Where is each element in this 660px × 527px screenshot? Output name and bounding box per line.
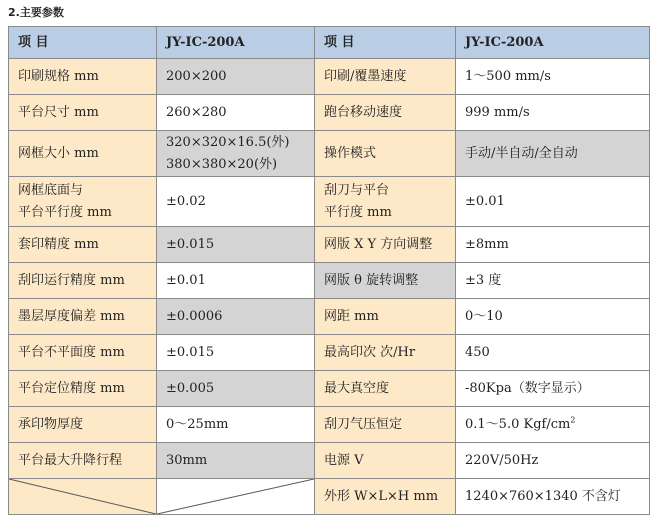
table-row [9,263,650,299]
param-name: 跑台移动速度 [315,95,456,131]
param-value: 260×280 [157,95,315,131]
table-row [9,479,650,515]
table-row [9,59,650,95]
param-value: 0～10 [456,299,650,335]
param-name-line: 平台平行度 mm [18,204,112,220]
param-value: ±0.015 [157,335,315,371]
param-value: ±0.0006 [157,299,315,335]
param-name-line: 网框底面与 [18,182,84,198]
param-value: 1～500 mm/s [456,59,650,95]
param-name: 套印精度 mm [9,227,157,263]
header-item-right: 项 目 [315,27,456,59]
param-name: 墨层厚度偏差 mm [9,299,157,335]
param-value [456,407,650,443]
section-title: 2.主要参数 [8,6,64,19]
param-value: ±0.015 [157,227,315,263]
param-value: ±0.02 [157,177,315,227]
param-name-line: 刮刀与平台 [324,182,390,198]
table-row [9,177,650,227]
param-name: 印刷规格 mm [9,59,157,95]
param-name [315,177,456,227]
param-name: 平台不平面度 mm [9,335,157,371]
param-name: 平台尺寸 mm [9,95,157,131]
param-value: 1240×760×1340 不含灯 [456,479,650,515]
table-row [9,335,650,371]
param-name: 网版 θ 旋转调整 [315,263,456,299]
param-value: 220V/50Hz [456,443,650,479]
table-row [9,443,650,479]
param-name: 印刷/覆墨速度 [315,59,456,95]
param-name: 平台最大升降行程 [9,443,157,479]
param-name: 刮刀气压恒定 [315,407,456,443]
param-value: ±0.01 [157,263,315,299]
param-value: 30mm [157,443,315,479]
param-name: 平台定位精度 mm [9,371,157,407]
table-row [9,227,650,263]
param-name: 最大真空度 [315,371,456,407]
table-row [9,95,650,131]
table-row [9,131,650,177]
param-name: 刮印运行精度 mm [9,263,157,299]
param-value: ±3 度 [456,263,650,299]
empty-diagonal-cell [9,479,157,515]
param-value: ±0.01 [456,177,650,227]
param-value-line: 320×320×16.5(外) [166,134,290,150]
param-value: 999 mm/s [456,95,650,131]
param-name: 操作模式 [315,131,456,177]
param-name: 网距 mm [315,299,456,335]
param-value: 手动/半自动/全自动 [456,131,650,177]
param-value-line: 380×380×20(外) [166,156,278,172]
header-item-left: 项 目 [9,27,157,59]
table-row [9,299,650,335]
table-row [9,371,650,407]
param-value: -80Kpa（数字显示） [456,371,650,407]
table-header-row [9,27,650,59]
header-model-left: JY-IC-200A [157,27,315,59]
param-name: 网版 X Y 方向调整 [315,227,456,263]
param-value-text: 0.1～5.0 Kgf/cm [465,416,571,432]
param-value: 0～25mm [157,407,315,443]
diagonal-line [9,479,156,514]
param-name: 网框大小 mm [9,131,157,177]
param-value: 200×200 [157,59,315,95]
superscript: 2 [570,415,576,425]
param-value: 450 [456,335,650,371]
param-value: ±8mm [456,227,650,263]
param-name-line: 平行度 mm [324,204,392,220]
header-model-right: JY-IC-200A [456,27,650,59]
param-value: ±0.005 [157,371,315,407]
table-row [9,407,650,443]
param-name: 承印物厚度 [9,407,157,443]
param-name: 最高印次 次/Hr [315,335,456,371]
param-name: 外形 W×L×H mm [315,479,456,515]
diagonal-line [157,479,314,514]
param-name [9,177,157,227]
empty-diagonal-cell [157,479,315,515]
spec-table [8,26,650,515]
param-name: 电源 V [315,443,456,479]
param-value [157,131,315,177]
